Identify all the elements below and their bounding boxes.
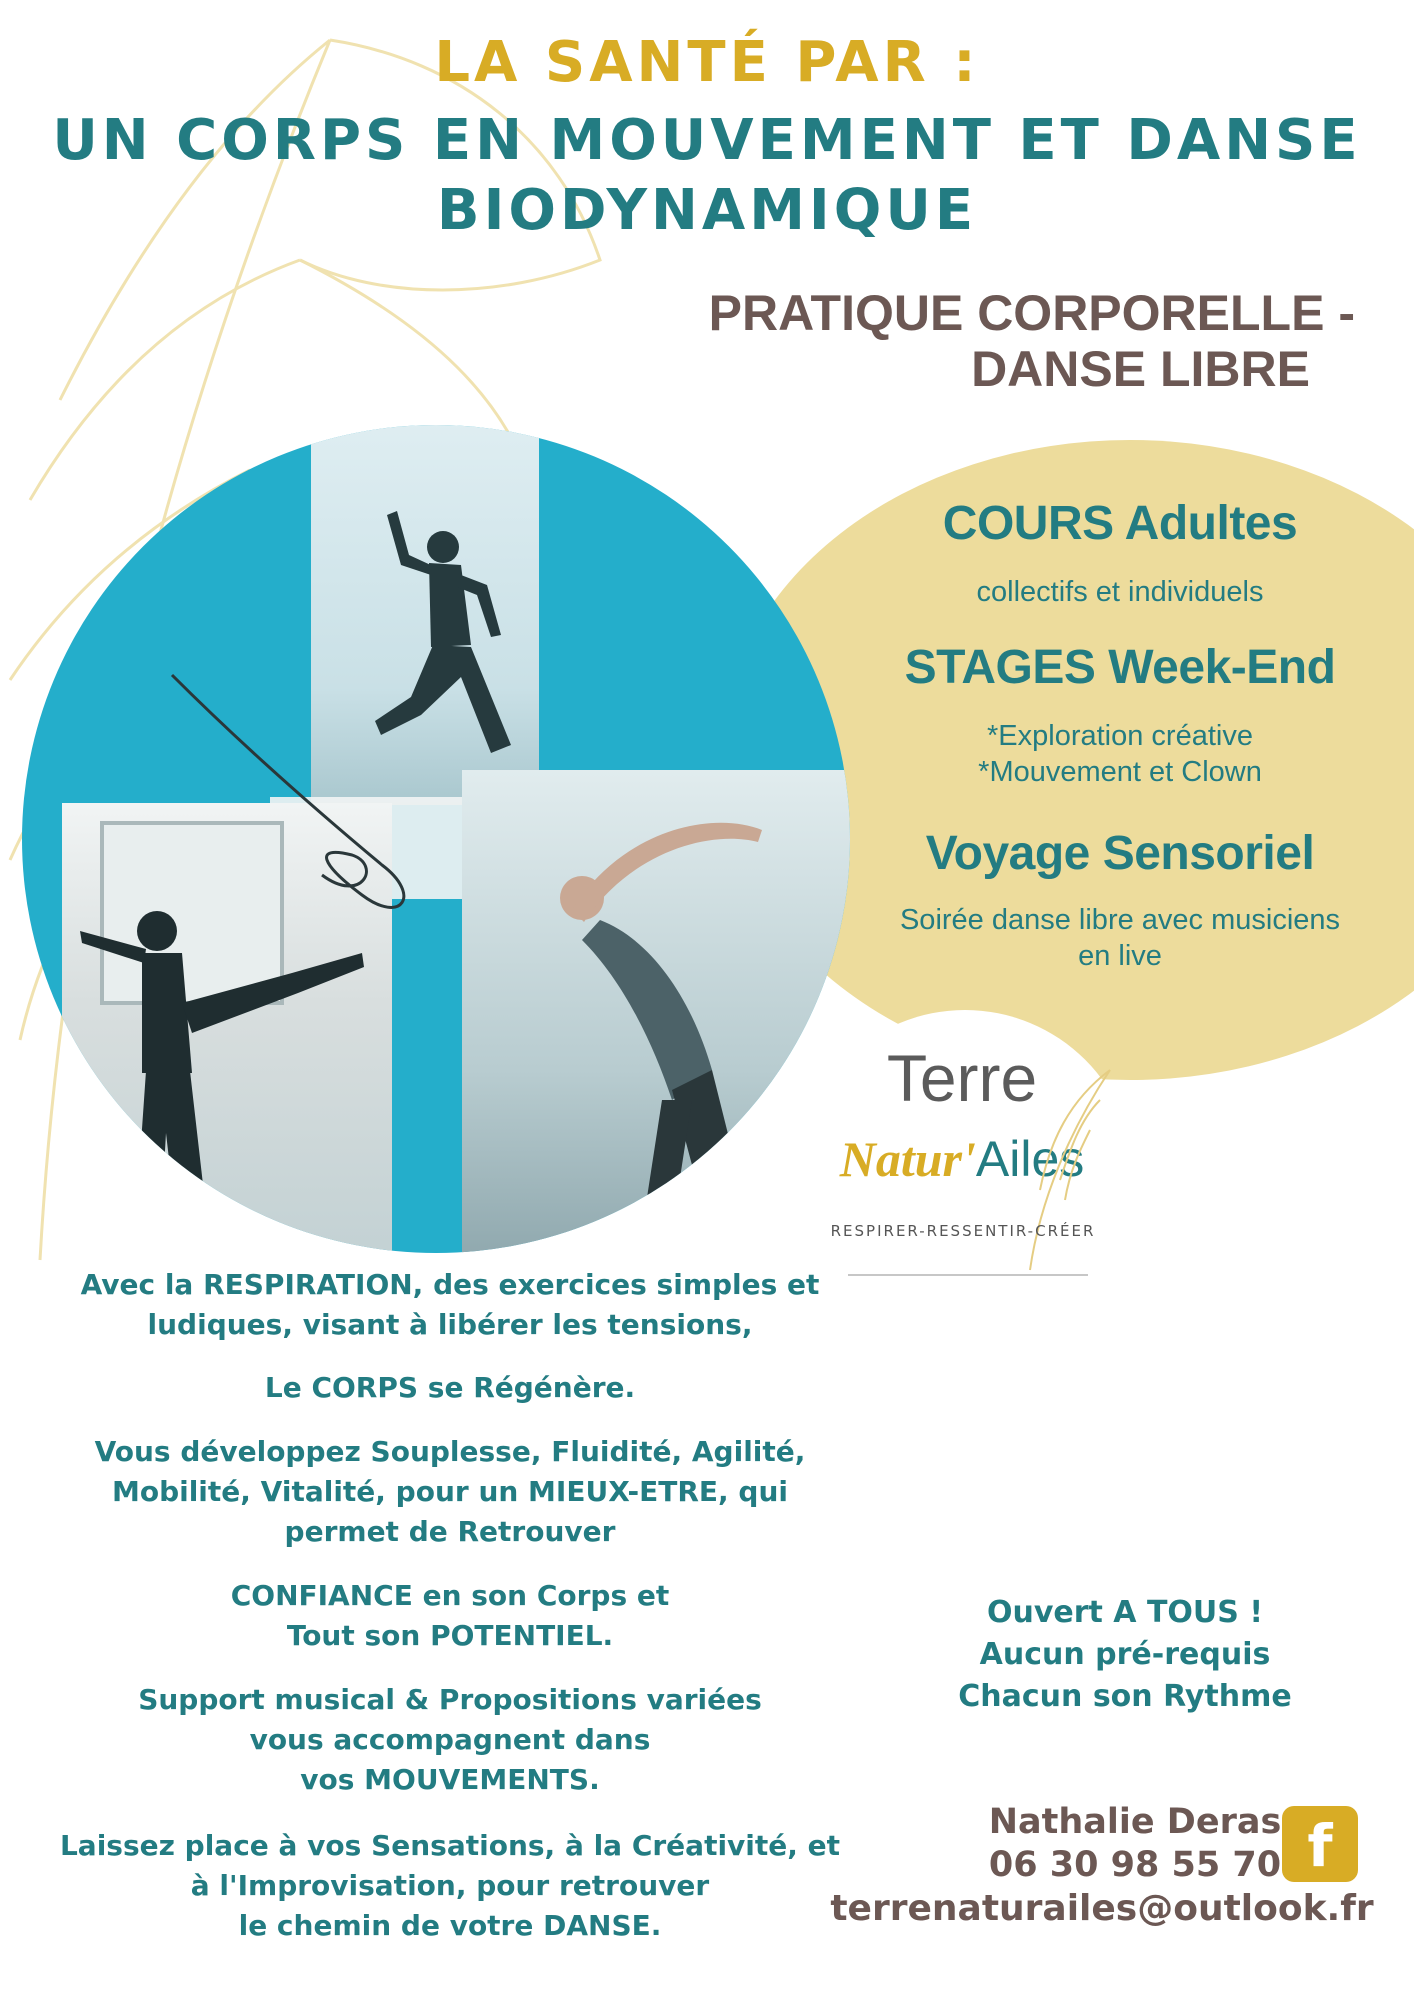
stages-title: STAGES Week-End xyxy=(904,641,1336,694)
info-no-prerequisite: Aucun pré-requis xyxy=(979,1637,1271,1672)
facebook-icon[interactable]: f xyxy=(1282,1806,1358,1882)
info-own-rhythm: Chacun son Rythme xyxy=(958,1679,1292,1714)
paragraph-5-line-1: Support musical & Propositions variées xyxy=(138,1683,762,1716)
subtitle-line-1: PRATIQUE CORPORELLE - xyxy=(708,285,1355,341)
logo-tagline: RESPIRER-RESSENTIR-CRÉER xyxy=(830,1222,1096,1240)
paragraph-6-line-3: le chemin de votre DANSE. xyxy=(238,1909,662,1942)
calligraphy-swirl xyxy=(22,425,850,1253)
paragraph-1-line-1: Avec la RESPIRATION, des exercices simples et xyxy=(80,1268,820,1301)
paragraph-3-line-1: Vous développez Souplesse, Fluidité, Agilité, xyxy=(94,1435,806,1468)
logo-terre: Terre xyxy=(886,1041,1038,1115)
voyage-subtitle-1: Soirée danse libre avec musiciens xyxy=(899,904,1341,936)
stages-item-2: *Mouvement et Clown xyxy=(978,756,1262,788)
paragraph-5-line-2: vous accompagnent dans xyxy=(249,1723,651,1756)
feather-icon xyxy=(1010,1060,1120,1280)
paragraph-2: Le CORPS se Régénère. xyxy=(264,1371,636,1404)
paragraph-1-line-2: ludiques, visant à libérer les tensions, xyxy=(147,1308,753,1341)
paragraph-6-line-2: à l'Improvisation, pour retrouver xyxy=(190,1869,710,1902)
contact-name: Nathalie Deras xyxy=(988,1802,1282,1842)
contact-phone[interactable]: 06 30 98 55 70 xyxy=(988,1845,1282,1885)
stages-item-1: *Exploration créative xyxy=(987,720,1253,752)
voyage-subtitle-2: en live xyxy=(1078,940,1162,972)
info-open-to-all: Ouvert A TOUS ! xyxy=(986,1595,1264,1630)
logo-underline xyxy=(848,1274,1088,1276)
logo-natur: Natur' xyxy=(839,1131,976,1187)
paragraph-3-line-3: permet de Retrouver xyxy=(284,1515,616,1548)
title-line-2: UN CORPS EN MOUVEMENT ET DANSE xyxy=(52,108,1362,173)
contact-email[interactable]: terrenaturailes@outlook.fr xyxy=(830,1888,1374,1929)
cours-title: COURS Adultes xyxy=(942,497,1298,550)
paragraph-4-line-1: CONFIANCE en son Corps et xyxy=(230,1579,670,1612)
paragraph-5-line-3: vos MOUVEMENTS. xyxy=(300,1763,600,1796)
paragraph-3-line-2: Mobilité, Vitalité, pour un MIEUX-ETRE, qui xyxy=(111,1475,789,1508)
logo-ailes: Ailes xyxy=(975,1131,1085,1187)
voyage-title: Voyage Sensoriel xyxy=(925,827,1315,880)
paragraph-6-line-1: Laissez place à vos Sensations, à la Créativité, et xyxy=(59,1829,841,1862)
cours-subtitle: collectifs et individuels xyxy=(976,576,1264,608)
photo-collage xyxy=(22,425,850,1253)
paragraph-4-line-2: Tout son POTENTIEL. xyxy=(286,1619,614,1652)
title-line-3: BIODYNAMIQUE xyxy=(436,178,978,243)
subtitle-line-2: DANSE LIBRE xyxy=(971,341,1310,397)
title-line-1: LA SANTÉ PAR : xyxy=(434,30,980,95)
